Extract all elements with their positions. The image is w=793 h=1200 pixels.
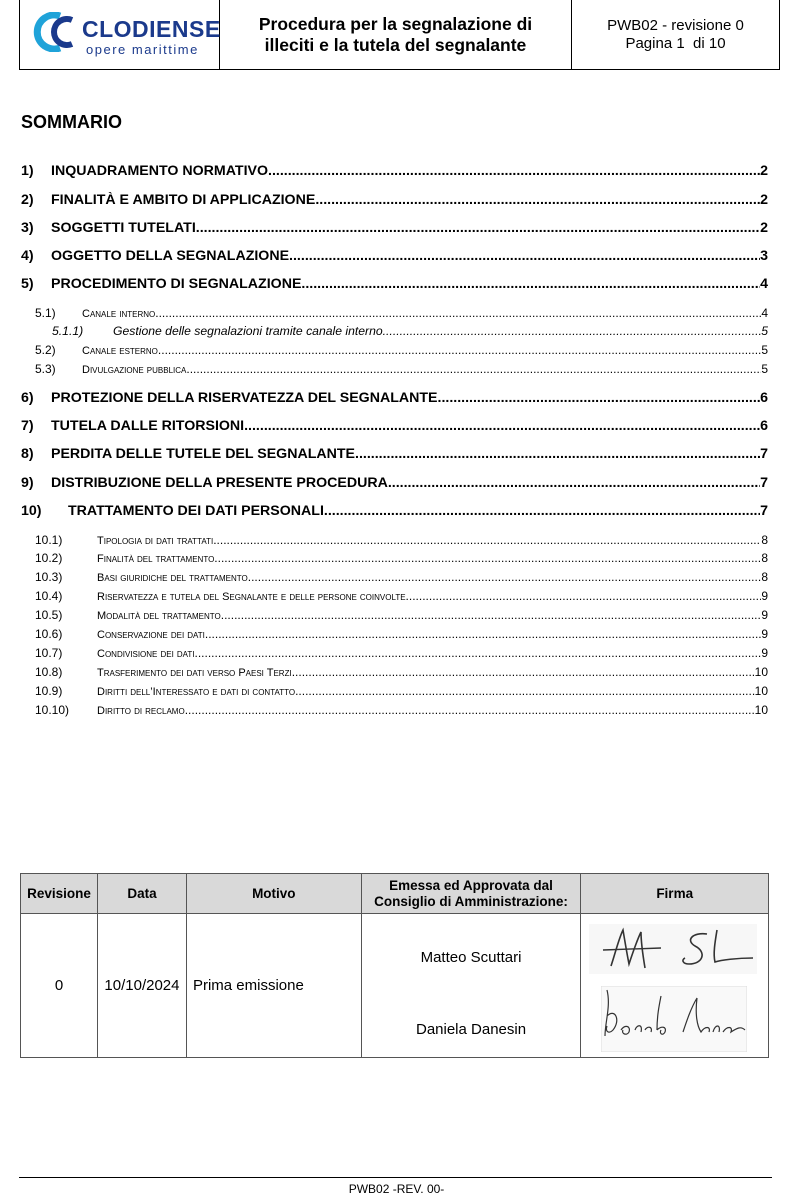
toc-entry[interactable] — [21, 362, 768, 376]
toc-entry[interactable] — [21, 306, 768, 320]
toc-leader — [406, 589, 762, 603]
toc-number: 7) — [21, 418, 34, 434]
toc-label: Basi giuridiche del trattamento — [97, 572, 248, 584]
toc-page: 10 — [754, 665, 768, 679]
toc-label: OGGETTO DELLA SEGNALAZIONE — [51, 248, 290, 264]
toc-number: 10.1) — [35, 533, 63, 547]
toc-leader — [244, 418, 760, 434]
toc-label: SOGGETTI TUTELATI — [51, 220, 196, 236]
toc-label: PROCEDIMENTO DI SEGNALAZIONE — [51, 276, 302, 292]
toc-label: Conservazione dei dati — [97, 629, 205, 641]
toc-label: Gestione delle segnalazioni tramite canale interno — [113, 324, 383, 338]
toc-page: 9 — [761, 608, 768, 622]
toc-label: Canale interno — [82, 308, 156, 320]
col-header-emessa — [361, 874, 581, 914]
toc-page: 5 — [761, 343, 768, 357]
toc-leader — [205, 627, 761, 641]
revision-label: PWB02 - revisione 0 — [607, 16, 744, 34]
toc-page: 10 — [754, 703, 768, 717]
document-title — [220, 0, 572, 69]
toc-page: 4 — [761, 306, 768, 320]
toc-label: DISTRIBUZIONE DELLA PRESENTE PROCEDURA — [51, 475, 388, 491]
toc-number: 3) — [21, 220, 34, 236]
toc-number: 10.8) — [35, 665, 63, 679]
table-row — [21, 914, 769, 1058]
toc-entry[interactable] — [21, 627, 768, 641]
toc-leader — [301, 276, 760, 292]
table-header-row — [21, 874, 769, 914]
toc-leader — [213, 533, 761, 547]
footer-text: PWB02 -REV. 00- — [348, 1182, 445, 1196]
cell-revisione: 0 — [21, 914, 98, 1058]
cell-motivo: Prima emissione — [186, 914, 361, 1058]
summary-title: SOMMARIO — [21, 112, 122, 132]
toc-page: 10 — [754, 684, 768, 698]
cell-data: 10/10/2024 — [97, 914, 186, 1058]
toc-label: Canale esterno — [82, 345, 158, 357]
toc-label: Modalità del trattamento — [97, 610, 221, 622]
title-line-2: illeciti e la tutela del segnalante — [264, 34, 527, 55]
toc-entry[interactable] — [21, 192, 768, 208]
toc-entry[interactable] — [21, 163, 768, 179]
toc-entry[interactable] — [21, 665, 768, 679]
toc-page: 6 — [760, 390, 768, 406]
toc-entry[interactable] — [21, 390, 768, 406]
toc-entry[interactable] — [21, 343, 768, 357]
toc-label: Condivisione dei dati — [97, 648, 195, 660]
revision-info — [572, 0, 779, 69]
toc-number: 1) — [21, 163, 34, 179]
toc-label: INQUADRAMENTO NORMATIVO — [51, 163, 269, 179]
col-header-emessa-line2: Consiglio di Amministrazione: — [374, 893, 568, 909]
toc-entry[interactable] — [21, 475, 768, 491]
col-header-motivo: Motivo — [186, 874, 361, 914]
col-header-data: Data — [97, 874, 186, 914]
col-header-emessa-line1: Emessa ed Approvata dal — [389, 877, 553, 893]
toc-page: 8 — [761, 533, 768, 547]
toc-leader — [355, 446, 760, 462]
approver-1: Matteo Scuttari — [420, 949, 522, 966]
title-line-1: Procedura per la segnalazione di — [258, 13, 533, 34]
logo-brand-text: CLODIENSE — [82, 16, 221, 42]
toc-leader — [268, 163, 760, 179]
toc-number: 4) — [21, 248, 34, 264]
toc-entry[interactable] — [21, 533, 768, 547]
toc-entry[interactable] — [21, 551, 768, 565]
toc-leader — [155, 306, 761, 320]
toc-leader — [158, 343, 761, 357]
toc-entry[interactable] — [21, 589, 768, 603]
toc-number: 10.7) — [35, 646, 63, 660]
toc-entry[interactable] — [21, 646, 768, 660]
toc-page: 2 — [760, 220, 768, 236]
signature-1-icon — [589, 924, 757, 974]
toc-entry[interactable] — [21, 703, 768, 717]
toc-label: TUTELA DALLE RITORSIONI — [51, 418, 245, 434]
toc-label: Finalità del trattamento — [97, 553, 215, 565]
toc-leader — [221, 608, 762, 622]
toc-page: 9 — [761, 589, 768, 603]
toc-number: 10.3) — [35, 570, 63, 584]
toc-label: Trasferimento dei dati verso Paesi Terzi — [97, 667, 292, 679]
toc-leader — [186, 362, 761, 376]
toc-page: 5 — [761, 362, 768, 376]
toc-entry[interactable] — [21, 608, 768, 622]
toc-leader — [289, 248, 760, 264]
toc-label: Riservatezza e tutela del Segnalante e delle persone coinvolte — [97, 591, 406, 603]
toc-page: 9 — [761, 646, 768, 660]
toc-number: 10.10) — [35, 703, 70, 717]
col-header-revisione: Revisione — [21, 874, 98, 914]
toc-page: 7 — [760, 475, 768, 491]
approver-2: Daniela Danesin — [415, 1021, 527, 1038]
toc-label: Diritti dell’Interessato e dati di contatto — [97, 686, 296, 698]
signature-2-icon — [601, 986, 747, 1052]
toc-leader — [214, 551, 761, 565]
toc-label: TRATTAMENTO DEI DATI PERSONALI — [68, 503, 324, 519]
toc-leader — [438, 390, 761, 406]
toc-page: 2 — [760, 192, 768, 208]
toc-number: 8) — [21, 446, 34, 462]
toc-number: 10.2) — [35, 551, 63, 565]
cell-approvers — [361, 914, 581, 1058]
document-header — [19, 0, 780, 70]
toc-number: 6) — [21, 390, 34, 406]
toc-number: 10.9) — [35, 684, 63, 698]
toc-leader — [196, 220, 760, 236]
toc-entry[interactable] — [21, 570, 768, 584]
toc-label: PROTEZIONE DELLA RISERVATEZZA DEL SEGNALANTE — [51, 390, 438, 406]
toc-number: 10) — [21, 503, 42, 519]
toc-number: 5.2) — [35, 343, 56, 357]
toc-entry[interactable] — [21, 276, 768, 292]
toc-leader — [194, 646, 761, 660]
toc-entry[interactable] — [21, 248, 768, 264]
toc-label: Diritto di reclamo — [97, 705, 185, 717]
footer-divider — [19, 1177, 772, 1178]
toc-page: 2 — [760, 163, 768, 179]
logo-tagline: opere marittime — [86, 42, 199, 57]
toc-page: 5 — [761, 324, 768, 338]
toc-leader — [315, 192, 760, 208]
toc-label: Tipologia di dati trattati — [97, 535, 214, 547]
toc-page: 4 — [760, 276, 768, 292]
toc-page: 9 — [761, 627, 768, 641]
toc-entry[interactable] — [21, 446, 768, 462]
toc-entry[interactable] — [21, 503, 768, 519]
toc-number: 2) — [21, 192, 34, 208]
toc-number: 10.5) — [35, 608, 63, 622]
cell-firma — [581, 914, 769, 1058]
toc-leader — [292, 665, 755, 679]
toc-label: Divulgazione pubblica — [82, 364, 187, 376]
toc-number: 5) — [21, 276, 34, 292]
toc-number: 10.4) — [35, 589, 63, 603]
page-label: Pagina 1 di 10 — [625, 34, 726, 52]
toc-page: 8 — [761, 570, 768, 584]
toc-leader — [324, 503, 760, 519]
toc-number: 5.1) — [35, 306, 56, 320]
toc-entry[interactable] — [21, 418, 768, 434]
toc-leader — [185, 703, 755, 717]
toc-entry[interactable] — [21, 684, 768, 698]
toc-page: 8 — [761, 551, 768, 565]
toc-number: 5.3) — [35, 362, 56, 376]
toc-label: PERDITA DELLE TUTELE DEL SEGNALANTE — [51, 446, 355, 462]
clodiense-logo-mark-icon — [30, 12, 82, 52]
toc-leader — [295, 684, 755, 698]
toc-page: 7 — [760, 446, 768, 462]
toc-leader — [388, 475, 760, 491]
toc-number: 10.6) — [35, 627, 63, 641]
toc-page: 3 — [760, 248, 768, 264]
toc-label: FINALITÀ E AMBITO DI APPLICAZIONE — [51, 192, 316, 208]
toc-entry[interactable] — [21, 220, 768, 236]
company-logo — [20, 0, 220, 69]
toc-leader — [383, 324, 762, 338]
revision-table — [20, 873, 769, 1058]
toc-leader — [248, 570, 762, 584]
toc-page: 7 — [760, 503, 768, 519]
col-header-firma: Firma — [581, 874, 769, 914]
toc-number: 5.1.1) — [52, 324, 84, 338]
toc-entry[interactable] — [21, 324, 768, 338]
toc-number: 9) — [21, 475, 34, 491]
toc-page: 6 — [760, 418, 768, 434]
